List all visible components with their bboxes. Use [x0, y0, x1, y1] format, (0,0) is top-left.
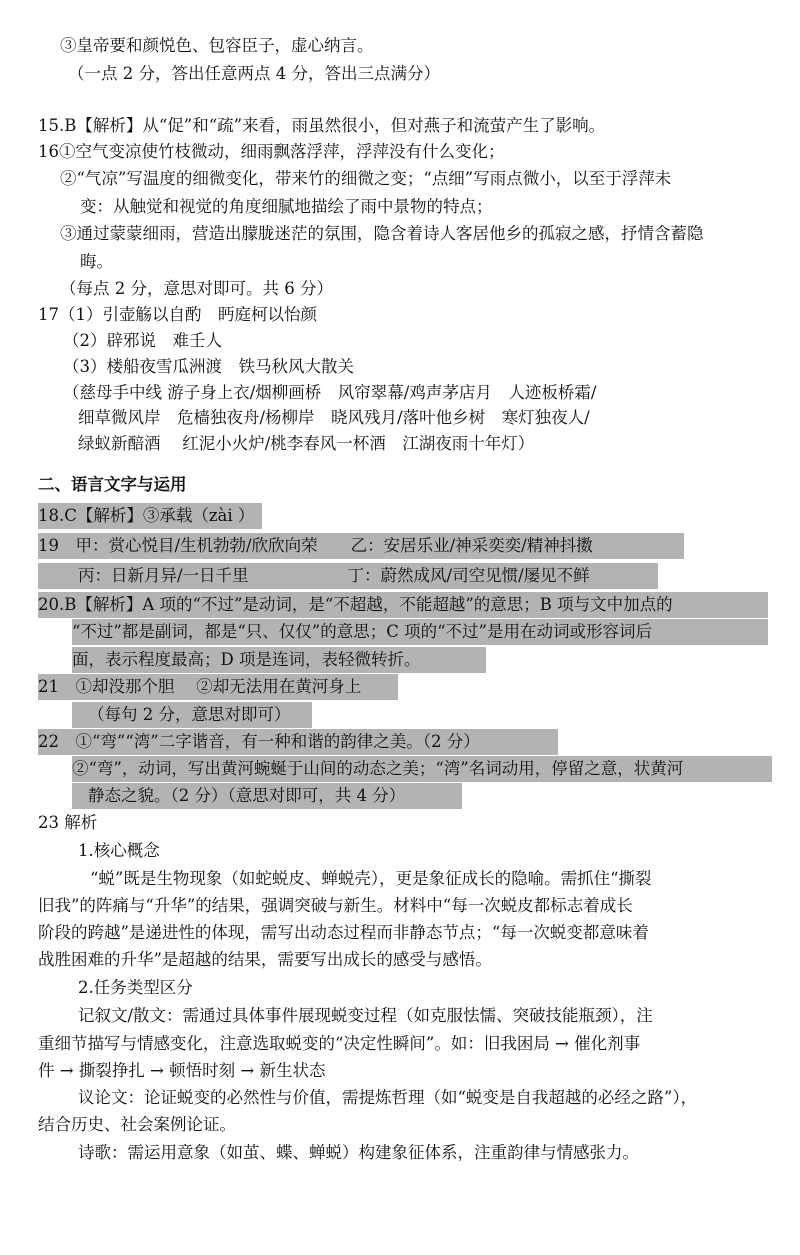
top-line-1: ③皇帝要和颜悦色、包容臣子，虚心纳言。 — [60, 36, 374, 55]
q23-p2-line-2: 重细节描写与情感变化，注意选取蜕变的“决定性瞬间”。如：旧我困局 → 催化剂事 — [38, 1034, 641, 1053]
q17-line-3: （3）楼船夜雪瓜洲渡 铁马秋风大散关 — [63, 357, 354, 376]
q21-line-2: （每句 2 分，意思对即可） — [72, 702, 312, 728]
top-line-2: （一点 2 分，答出任意两点 4 分，答出三点满分） — [68, 64, 440, 83]
q17-line-5: 细草微风岸 危樯独夜舟/杨柳岸 晓风残月/落叶他乡树 寒灯独夜人/ — [78, 408, 590, 427]
q17-line-2: （2）辟邪说 难壬人 — [63, 331, 222, 350]
q20-line-1: 20.B【解析】A 项的“不过”是动词，是“不超越，不能超越”的意思；B 项与文中加点的 — [38, 592, 768, 618]
q22-line-3: 静态之貌。（2 分）（意思对即可，共 4 分） — [72, 783, 462, 809]
q16-line-6: （每点 2 分，意思对即可。共 6 分） — [60, 279, 333, 298]
q23-heading-1: 1.核心概念 — [78, 841, 160, 860]
q18-answer: 18.C【解析】③承载（zài ） — [38, 503, 262, 529]
q21-line-1: 21 ①却没那个胆 ②却无法用在黄河身上 — [38, 674, 398, 700]
q23-title: 23 解析 — [38, 813, 98, 832]
q15-answer: 15.B【解析】从“促”和“疏”来看，雨虽然很小，但对燕子和流萤产生了影响。 — [38, 116, 606, 135]
q20-line-3: 面，表示程度最高；D 项是连词，表轻微转折。 — [72, 647, 486, 673]
q23-p1-line-1: “蜕”既是生物现象（如蛇蜕皮、蝉蜕壳），更是象征成长的隐喻。需抓住“撕裂 — [90, 869, 652, 888]
q23-p3-line-1: 议论文：论证蜕变的必然性与价值，需提炼哲理（如“蜕变是自我超越的必经之路”）， — [78, 1088, 698, 1107]
q16-line-1: 16①空气变凉使竹枝微动，细雨飘落浮萍，浮萍没有什么变化； — [38, 142, 505, 161]
q16-line-2: ②“气凉”写温度的细微变化，带来竹的细微之变；“点细”写雨点微小，以至于浮萍未 — [60, 169, 672, 188]
q23-p3-line-2: 结合历史、社会案例论证。 — [38, 1115, 236, 1134]
q23-heading-2: 2.任务类型区分 — [78, 978, 193, 997]
q19-line-1: 19 甲：赏心悦目/生机勃勃/欣欣向荣 乙：安居乐业/神采奕奕/精神抖擞 — [38, 533, 684, 559]
q23-p1-line-4: 战胜困难的升华”是超越的结果，需要写出成长的感受与感悟。 — [38, 950, 492, 969]
q16-line-3: 变：从触觉和视觉的角度细腻地描绘了雨中景物的特点； — [80, 197, 493, 216]
q23-p1-line-3: 阶段的跨越”是递进性的体现，需写出动态过程而非静态节点；“每一次蜕变都意味着 — [38, 923, 649, 942]
q16-line-5: 晦。 — [80, 252, 113, 271]
section-heading: 二、语言文字与运用 — [38, 475, 187, 494]
q23-p2-line-3: 件 → 撕裂挣扎 → 顿悟时刻 → 新生状态 — [38, 1061, 326, 1080]
q22-line-2: ②“弯”，动词，写出黄河蜿蜒于山间的动态之美；“湾”名词动用，停留之意，状黄河 — [72, 756, 772, 782]
q23-p1-line-2: 旧我”的阵痛与“升华”的结果，强调突破与新生。材料中“每一次蜕皮都标志着成长 — [38, 896, 633, 915]
q16-line-4: ③通过蒙蒙细雨，营造出朦胧迷茫的氛围，隐含着诗人客居他乡的孤寂之感，抒情含蓄隐 — [60, 224, 704, 243]
q22-line-1: 22 ①“弯”“湾”二字谐音，有一种和谐的韵律之美。（2 分） — [38, 729, 558, 755]
q17-line-6: 绿蚁新醅酒 红泥小火炉/桃李春风一杯酒 江湖夜雨十年灯） — [78, 434, 535, 453]
q19-line-2: 丙：日新月异/一日千里 丁：蔚然成风/司空见惯/屡见不鲜 — [38, 563, 658, 589]
q23-p2-line-1: 记叙文/散文：需通过具体事件展现蜕变过程（如克服怯懦、突破技能瓶颈），注 — [78, 1006, 653, 1025]
q20-line-2: “不过”都是副词，都是“只、仅仅”的意思；C 项的“不过”是用在动词或形容词后 — [72, 619, 768, 645]
q23-p4: 诗歌：需运用意象（如茧、蝶、蝉蜕）构建象征体系，注重韵律与情感张力。 — [78, 1143, 639, 1162]
q17-line-4: （慈母手中线 游子身上衣/烟柳画桥 风帘翠幕/鸡声茅店月 人迹板桥霜/ — [63, 383, 597, 402]
q17-line-1: 17（1）引壶觞以自酌 眄庭柯以怡颜 — [38, 305, 317, 324]
